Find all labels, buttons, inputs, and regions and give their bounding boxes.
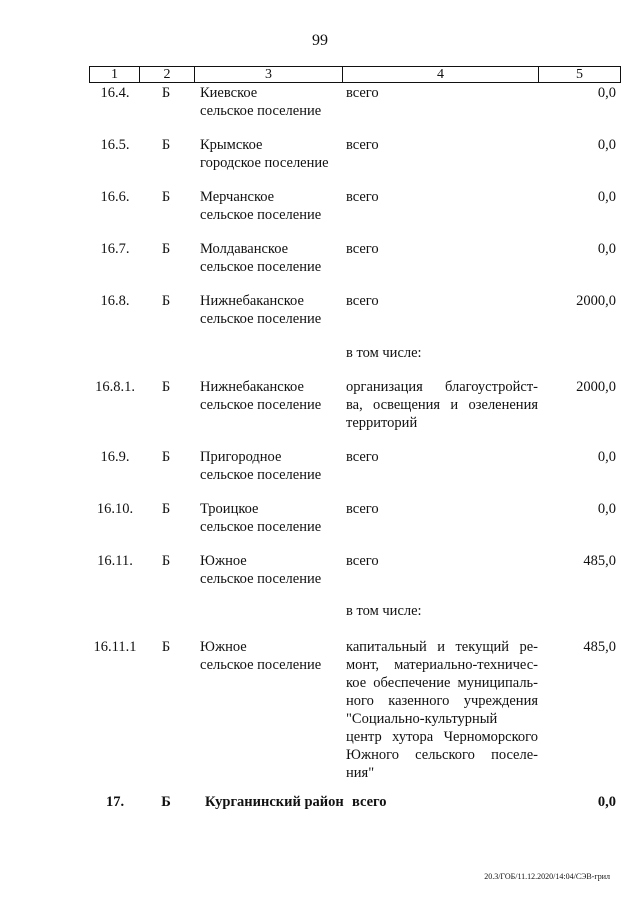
row-number: 16.10. <box>96 501 134 517</box>
municipality-name: Пригородное <box>200 449 282 465</box>
row-category: Б <box>161 137 171 153</box>
row-number: 16.8. <box>100 293 130 309</box>
row-description <box>346 638 538 782</box>
row-number: 16.5. <box>100 137 130 153</box>
header-col-5: 5 <box>538 67 620 82</box>
municipality-name: Нижнебаканское <box>200 293 304 309</box>
row-category: Б <box>161 293 171 309</box>
header-col-2: 2 <box>139 67 194 82</box>
municipality-type: сельское поселение <box>200 657 322 673</box>
row-value: 0,0 <box>597 137 616 153</box>
row-description: всего <box>346 553 379 569</box>
row-value: 2000,0 <box>576 379 616 395</box>
document-code: 20.3/ГОБ/11.12.2020/14:04/СЭВ-грил <box>484 872 610 881</box>
municipality-name: Южное <box>200 553 247 569</box>
description-line: центр хутора Черноморского <box>346 729 538 745</box>
row-number: 16.9. <box>100 449 130 465</box>
row-number: 16.8.1. <box>95 379 135 395</box>
page-number: 99 <box>312 32 328 49</box>
row-description <box>346 378 538 432</box>
row-value: 0,0 <box>597 85 616 101</box>
municipality-type: сельское поселение <box>200 311 322 327</box>
row-category: Б <box>161 241 171 257</box>
municipality-name: Молдаванское <box>200 241 289 257</box>
row-number: 16.11.1 <box>93 639 137 655</box>
description-line: организация благоустройст- <box>346 379 538 395</box>
row-municipality <box>200 84 342 120</box>
row-municipality <box>200 136 342 172</box>
table-header <box>89 66 621 83</box>
row-category: Б <box>161 85 171 101</box>
description-line: Южного сельского поселе- <box>346 747 538 763</box>
row-number: 16.4. <box>100 85 130 101</box>
row-description: всего <box>346 189 379 205</box>
header-col-4: 4 <box>342 67 538 82</box>
municipality-name: Нижнебаканское <box>200 379 304 395</box>
municipality-type: сельское поселение <box>200 519 322 535</box>
municipality-type: сельское поселение <box>200 397 322 413</box>
row-value: 0,0 <box>597 241 616 257</box>
header-col-1: 1 <box>111 67 118 82</box>
description-line: капитальный и текущий ре- <box>346 639 538 655</box>
row-category: Б <box>161 189 171 205</box>
municipality-type: сельское поселение <box>200 571 322 587</box>
row-category: Б <box>161 449 171 465</box>
row-municipality: Курганинский район <box>205 794 344 810</box>
subheader-including: в том числе: <box>346 345 422 361</box>
municipality-name: Крымское <box>200 137 263 153</box>
row-number: 16.7. <box>100 241 130 257</box>
row-description: всего <box>352 794 387 810</box>
row-category: Б <box>161 379 171 395</box>
municipality-type: городское поселение <box>200 155 329 171</box>
municipality-type: сельское поселение <box>200 259 322 275</box>
row-description: всего <box>346 293 379 309</box>
row-category: Б <box>161 501 171 517</box>
municipality-name: Киевское <box>200 85 258 101</box>
description-line: ва, освещения и озеленения <box>346 397 538 413</box>
row-municipality <box>200 638 342 674</box>
row-value: 0,0 <box>597 449 616 465</box>
municipality-type: сельское поселение <box>200 467 322 483</box>
row-value: 0,0 <box>597 794 616 810</box>
row-municipality <box>200 240 342 276</box>
header-col-3: 3 <box>194 67 342 82</box>
row-description: всего <box>346 137 379 153</box>
row-description: всего <box>346 449 379 465</box>
row-municipality <box>200 500 342 536</box>
municipality-name: Троицкое <box>200 501 259 517</box>
row-municipality <box>200 188 342 224</box>
subheader-including: в том числе: <box>346 603 422 619</box>
row-description: всего <box>346 85 379 101</box>
description-line: территорий <box>346 415 418 431</box>
row-category: Б <box>161 553 171 569</box>
row-value: 2000,0 <box>576 293 616 309</box>
row-description: всего <box>346 241 379 257</box>
row-municipality <box>200 378 342 414</box>
row-municipality <box>200 552 342 588</box>
municipality-name: Мерчанское <box>200 189 275 205</box>
row-municipality <box>200 292 342 328</box>
row-number: 17. <box>105 794 125 810</box>
row-value: 485,0 <box>583 639 616 655</box>
row-value: 0,0 <box>597 501 616 517</box>
description-line: "Социально-культурный <box>346 711 498 727</box>
row-number: 16.6. <box>100 189 130 205</box>
description-line: ного казенного учреждения <box>346 693 538 709</box>
row-value: 0,0 <box>597 189 616 205</box>
description-line: монт, материально-техничес- <box>346 657 538 673</box>
municipality-name: Южное <box>200 639 247 655</box>
row-value: 485,0 <box>583 553 616 569</box>
row-number: 16.11. <box>97 553 133 569</box>
row-description: всего <box>346 501 379 517</box>
row-municipality <box>200 448 342 484</box>
description-line: ния" <box>346 765 375 781</box>
municipality-type: сельское поселение <box>200 207 322 223</box>
row-category: Б <box>161 639 171 655</box>
municipality-type: сельское поселение <box>200 103 322 119</box>
description-line: кое обеспечение муниципаль- <box>346 675 538 691</box>
row-category: Б <box>161 794 171 810</box>
